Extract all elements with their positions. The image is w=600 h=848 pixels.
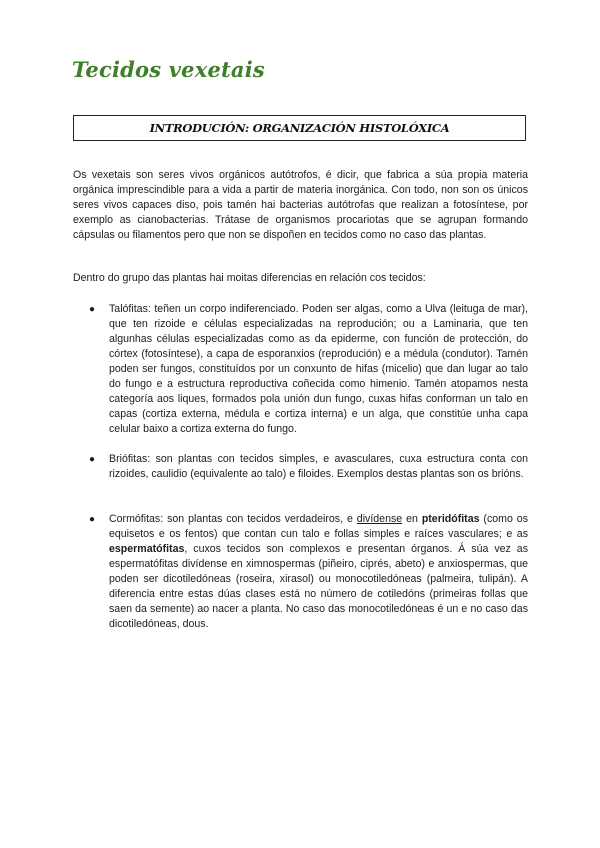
list-item-talofitas <box>73 302 528 437</box>
bullet-icon: ● <box>89 454 96 465</box>
bullet-icon: ● <box>89 304 96 315</box>
cormofitas-bold-espermatofitas: espermatófitas <box>109 543 185 555</box>
list-item-cormofitas <box>73 512 528 632</box>
document-title: Tecidos vexetais <box>72 57 265 82</box>
plant-groups-list <box>73 302 528 632</box>
talofitas-text: Talófitas: teñen un corpo indiferenciado. Poden ser algas, como a Ulva (leituga de mar), que ten rizoide e células especializadas na reprodución; ou a Laminaria, que ten algunhas células especializadas como as da epiderme, con función de protección, do córtex (fotosíntese), a capa de esporanxios (reprodución) e a médula (condutor). Tamén poden ser fungos, constituídos por un conxunto de hifas (micelio) que dan lugar ao talo do fungo e a estructura reproductiva coñecida como himenio. Tamén atopamos nesta categoría aos liques, formados pola unión dun fungo, cuxas hifas conforman un talo en capas (cortiza externa, médula e cortiza interna) e un alga, que constitúe unha capa celular baixo a cortiza externa do fungo. <box>109 303 528 435</box>
section-heading: INTRODUCIÓN: ORGANIZACIÓN HISTOLÓXICA <box>149 121 450 135</box>
cormofitas-text-1: Cormófitas: son plantas con tecidos verdadeiros, e <box>109 513 357 525</box>
groups-intro-paragraph: Dentro do grupo das plantas hai moitas diferencias en relación cos tecidos: <box>73 272 426 284</box>
list-item-briofitas <box>73 452 528 497</box>
briofitas-text: Briófitas: son plantas con tecidos simples, e avasculares, cuxa estructura conta con rizoides, caulidio (equivalente ao talo) e filoides. Exemplos destas plantas son os brións. <box>109 453 528 480</box>
intro-paragraph: Os vexetais son seres vivos orgánicos autótrofos, é dicir, que fabrica a súa propia materia orgánica imprescindible para a vida a partir de materia inorgánica. Con todo, non son os únicos seres vivos capaces diso, pois tamén hai bacterias autótrofas que realizan a fotosíntese, por exemplo as cianobacterias. Trátase de organismos procariotas que se agrupan formando cápsulas ou filamentos pero que non se dispoñen en tecidos como no caso das plantas. <box>73 169 528 241</box>
cormofitas-text-3: (como os equisetos e os fentos) que contan cun talo e follas simples e raíces vasculares; e as <box>109 513 528 540</box>
cormofitas-text-2: en <box>402 513 422 525</box>
section-heading-box <box>73 115 526 141</box>
cormofitas-bold-pteridofitas: pteridófitas <box>421 513 480 525</box>
bullet-icon: ● <box>89 514 96 525</box>
cormofitas-underlined: divídense <box>356 513 403 525</box>
cormofitas-text-4: , cuxos tecidos son complexos e presentan órganos. Á súa vez as espermatófitas divídense en ximnospermas (piñeiro, ciprés, abeto) e anxiospermas, que poden ser dicotiledóneas (roseira, xirasol) ou monocotiledóneas (palmeira, tulipán). A diferencia entre estas dúas clases está no número de cotiledóns (primeiras follas que saen da semente) ao nacer a planta. No caso das monocotiledóneas é un e no caso das dicotiledóneas, dous. <box>109 543 528 630</box>
